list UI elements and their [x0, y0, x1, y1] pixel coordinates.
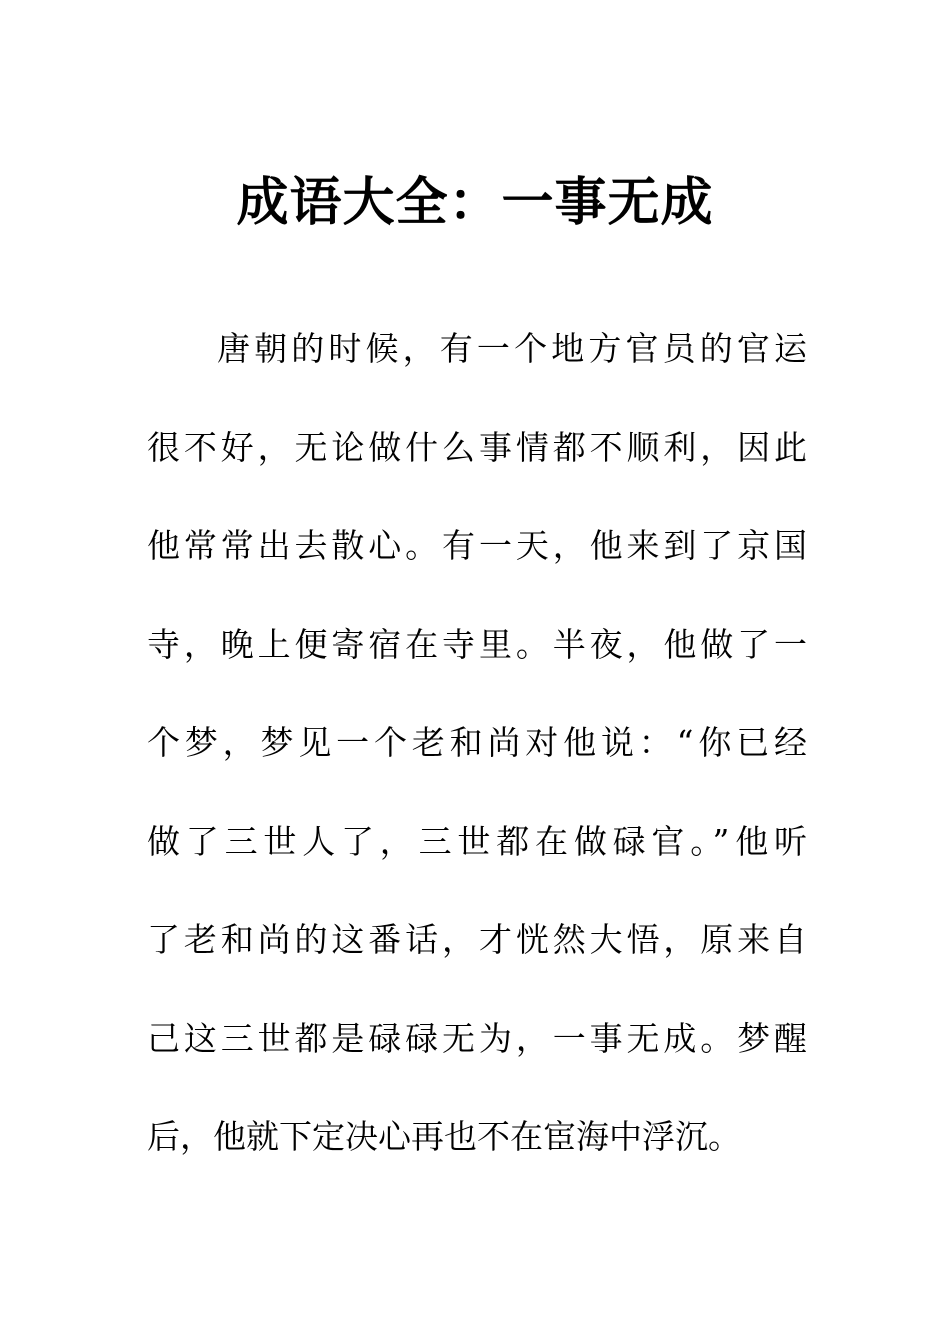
- document-title: 成语大全：一事无成: [236, 172, 714, 233]
- body-line: 唐朝的时候，有一个地方官员的官运: [217, 329, 807, 368]
- body-line: 己这三世都是碌碌无为，一事无成。梦醒: [147, 1018, 807, 1058]
- body-line: 做了三世人了，三世都在做碌官。”他听: [147, 821, 807, 861]
- body-line: 了老和尚的这番话，才恍然大悟，原来自: [147, 920, 807, 959]
- document-body: [147, 300, 807, 1187]
- body-line: 寺，晚上便寄宿在寺里。半夜，他做了一: [147, 624, 807, 664]
- body-line: 他常常出去散心。有一天，他来到了京国: [147, 526, 807, 565]
- body-line: 个梦，梦见一个老和尚对他说：“你已经: [147, 723, 807, 762]
- body-line: 后，他就下定决心再也不在宦海中浮沉。: [147, 1117, 741, 1156]
- body-line: 很不好，无论做什么事情都不顺利，因此: [147, 427, 807, 467]
